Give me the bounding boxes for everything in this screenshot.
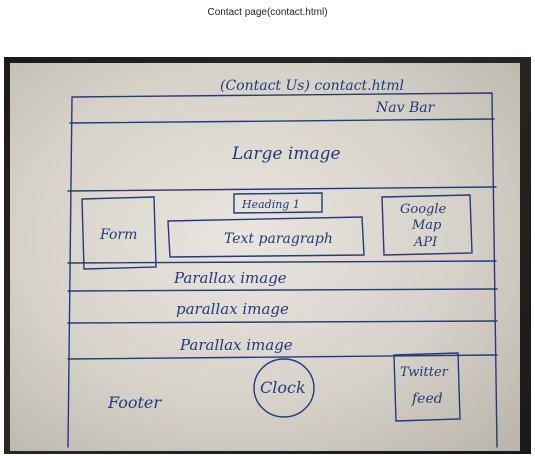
footer-label: Footer (108, 393, 162, 412)
text-paragraph-label: Text paragraph (224, 231, 333, 247)
parallax-label-2: parallax image (176, 300, 289, 318)
parallax-label-1: Parallax image (174, 269, 287, 287)
heading-label: Heading 1 (242, 198, 300, 211)
content-divider (68, 261, 496, 263)
nav-bar-label: Nav Bar (376, 100, 435, 116)
form-label: Form (100, 227, 138, 243)
hero-divider (68, 187, 496, 191)
paper-sheet (10, 63, 520, 451)
sketch-photo (4, 57, 531, 454)
twitter-box (394, 353, 460, 421)
parallax-divider-2 (68, 321, 497, 323)
map-label-3: API (414, 235, 438, 250)
sketch-title: (Contact Us) contact.html (220, 78, 404, 94)
large-image-label: Large image (232, 144, 341, 164)
clock-label: Clock (260, 378, 306, 397)
wireframe-sketch (10, 63, 520, 451)
twitter-label-1: Twitter (400, 365, 448, 380)
parallax-divider-1 (68, 289, 497, 291)
parallax-label-3: Parallax image (180, 336, 293, 354)
twitter-label-2: feed (412, 391, 443, 407)
map-label-1: Google (400, 202, 447, 217)
nav-bar-divider (70, 119, 494, 123)
map-label-2: Map (412, 218, 442, 233)
page-caption: Contact page(contact.html) (207, 7, 328, 18)
